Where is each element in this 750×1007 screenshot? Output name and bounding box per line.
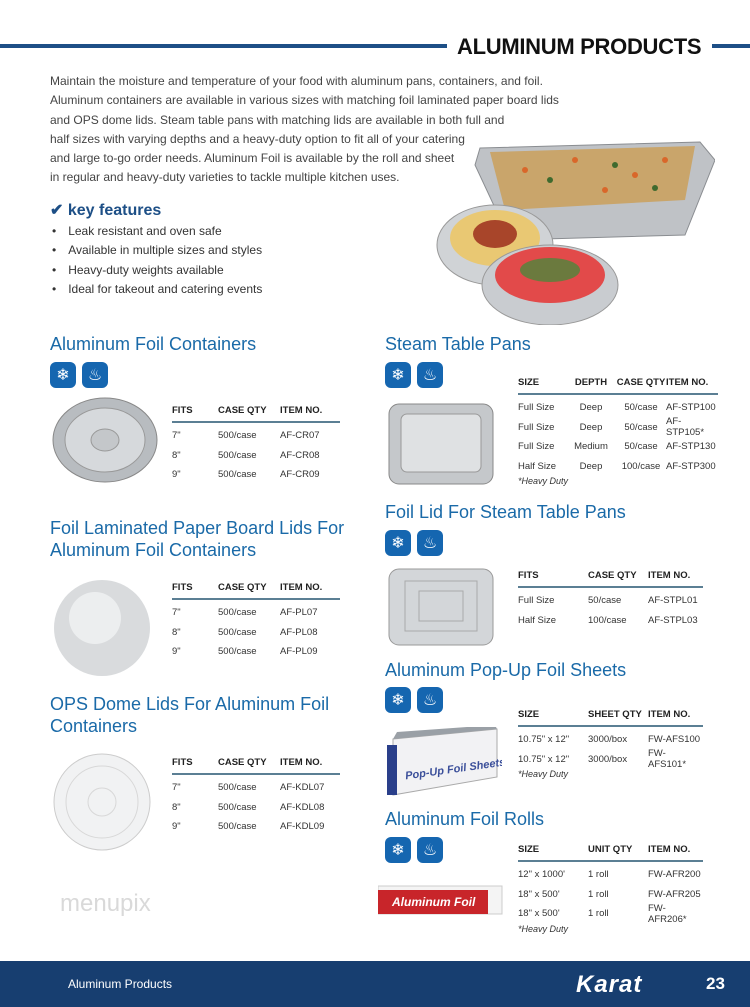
table-header (172, 757, 340, 775)
storage-icons (385, 362, 443, 388)
table-cell: Full Size (518, 402, 555, 414)
table-row (518, 750, 703, 770)
table-cell: 7" (172, 430, 181, 442)
freezer-safe-snowflake-icon: ❄ (385, 362, 411, 388)
table-cell: 9" (172, 646, 181, 658)
table-cell: AF-CR08 (280, 449, 320, 461)
table-cell: FW-AFS101* (648, 748, 687, 771)
feature-item: • Ideal for takeout and catering events (52, 280, 262, 299)
table-row (172, 465, 340, 485)
table-cell: Deep (579, 460, 603, 472)
table-cell: FW-AFR206* (648, 902, 687, 925)
table-row (518, 904, 703, 924)
storage-icons (385, 837, 443, 863)
table-cell: 7" (172, 607, 181, 619)
hero-food-image (375, 130, 715, 325)
table-row (172, 778, 340, 798)
table-cell: 18" x 500' (518, 888, 560, 900)
oven-safe-hot-bowl-icon: ♨ (417, 687, 443, 713)
table-cell: 8" (172, 626, 181, 638)
table-cell: 1 roll (588, 869, 609, 881)
table-cell: 50/case (588, 595, 622, 607)
intro-line: Maintain the moisture and temperature of your food with aluminum pans, containers, and foil. (50, 74, 543, 88)
table-cell: 9" (172, 469, 181, 481)
table-cell: AF-KDL07 (280, 782, 325, 794)
intro-line: half sizes with varying depths and a heavy-duty option to fit all of your catering (50, 131, 465, 146)
column-header: SIZE (518, 709, 540, 720)
table-row (172, 623, 340, 643)
table-cell: FW-AFS100 (648, 734, 701, 746)
product-table (172, 405, 340, 485)
table-cell: Full Size (518, 595, 555, 607)
oven-safe-hot-bowl-icon: ♨ (417, 837, 443, 863)
table-cell: 50/case (624, 402, 658, 414)
table-header (518, 570, 703, 588)
table-cell: Half Size (518, 460, 557, 472)
column-header: FITS (172, 757, 193, 768)
storage-icons (385, 687, 443, 713)
product-table (518, 709, 703, 779)
table-cell: AF-STP130 (666, 441, 716, 453)
column-header: FITS (518, 570, 539, 581)
table-row (172, 817, 340, 837)
product-table (172, 582, 340, 662)
table-row (172, 642, 340, 662)
heavy-duty-note: *Heavy Duty (518, 769, 569, 779)
table-cell: 3000/box (588, 753, 628, 765)
table-cell: 500/case (218, 430, 257, 442)
product-package-label: Pop-Up Foil Sheets (404, 756, 502, 783)
table-cell: FW-AFR205 (648, 888, 701, 900)
table-cell: 9" (172, 821, 181, 833)
product-image (387, 402, 497, 492)
table-cell: AF-KDL09 (280, 821, 325, 833)
key-features-list (52, 222, 262, 299)
column-header: CASE QTY (218, 757, 267, 768)
table-header (172, 405, 340, 423)
product-table (518, 377, 718, 486)
section-title: Foil Laminated Paper Board Lids For Aluminum Foil Containers (50, 518, 345, 560)
column-header: UNIT QTY (588, 844, 633, 855)
section-title: Foil Lid For Steam Table Pans (385, 502, 626, 522)
table-cell: 8" (172, 449, 181, 461)
table-row (518, 457, 718, 477)
table-cell: FW-AFR200 (648, 869, 701, 881)
table-cell: AF-STPL03 (648, 614, 698, 626)
section-title: Aluminum Foil Rolls (385, 809, 545, 829)
column-header: ITEM NO. (648, 844, 691, 855)
product-image (387, 727, 502, 802)
table-cell: AF-CR09 (280, 469, 320, 481)
page-number: 23 (706, 974, 725, 993)
table-cell: 500/case (218, 626, 257, 638)
column-header: ITEM NO. (280, 405, 323, 416)
product-image (50, 578, 160, 683)
table-cell: 3000/box (588, 734, 628, 746)
table-cell: 500/case (218, 646, 257, 658)
table-cell: 500/case (218, 607, 257, 619)
table-cell: Full Size (518, 421, 555, 433)
intro-line: Aluminum containers are available in various sizes with matching foil laminated paper board lids (50, 93, 559, 108)
checkmark-icon: ✔ (50, 202, 64, 219)
freezer-safe-snowflake-icon: ❄ (385, 837, 411, 863)
table-cell: 100/case (588, 614, 627, 626)
column-header: SHEET QTY (588, 709, 642, 720)
table-cell: AF-STP100 (666, 402, 716, 414)
table-cell: 50/case (624, 421, 658, 433)
table-cell: Full Size (518, 441, 555, 453)
freezer-safe-snowflake-icon: ❄ (385, 687, 411, 713)
oven-safe-hot-bowl-icon: ♨ (417, 362, 443, 388)
column-header: SIZE (518, 844, 540, 855)
product-package-label: Aluminum Foil (392, 895, 476, 909)
oven-safe-hot-bowl-icon: ♨ (82, 362, 108, 388)
karat-logo: Karat (576, 971, 643, 998)
key-features-title: key features (67, 202, 162, 219)
table-cell: AF-STP300 (666, 460, 716, 472)
table-cell: AF-STPL01 (648, 595, 698, 607)
feature-item: • Available in multiple sizes and styles (52, 241, 262, 260)
storage-icons (385, 530, 443, 556)
section-title: Aluminum Foil Containers (50, 334, 257, 354)
key-features-heading (50, 200, 161, 220)
intro-line: in regular and heavy-duty varieties to tackle multiple kitchen uses. (50, 170, 400, 185)
intro-line: and OPS dome lids. Steam table pans with matching lids are available in both full and (50, 112, 505, 127)
table-cell: 18" x 500' (518, 908, 560, 920)
table-cell: 10.75" x 12" (518, 734, 570, 746)
heavy-duty-note: *Heavy Duty (518, 923, 569, 934)
column-header: SIZE (518, 377, 540, 388)
table-cell: AF-KDL08 (280, 801, 325, 813)
column-header: CASE QTY (588, 570, 637, 581)
table-cell: 12" x 1000' (518, 869, 565, 881)
column-header: ITEM NO. (280, 757, 323, 768)
table-cell: AF-CR07 (280, 430, 320, 442)
table-row (518, 418, 718, 438)
table-row (518, 398, 718, 418)
table-row (172, 798, 340, 818)
table-cell: 500/case (218, 821, 257, 833)
watermark: menupix (60, 890, 151, 917)
table-cell: 500/case (218, 469, 257, 481)
column-header: FITS (172, 405, 193, 416)
table-row (518, 730, 703, 750)
table-cell: 1 roll (588, 888, 609, 900)
product-image (378, 882, 503, 921)
table-cell: 50/case (624, 441, 658, 453)
product-table (518, 844, 703, 934)
page-title: ALUMINUM PRODUCTS (457, 34, 702, 59)
product-table (518, 570, 703, 630)
table-cell: 500/case (218, 449, 257, 461)
column-header: DEPTH (574, 377, 608, 388)
column-header: ITEM NO. (648, 570, 691, 581)
table-header (518, 844, 703, 862)
header-rule-left (0, 44, 447, 48)
table-cell: Deep (579, 402, 603, 414)
table-row (172, 603, 340, 623)
column-header: CASE QTY (218, 405, 267, 416)
table-cell: AF-PL09 (280, 646, 318, 658)
column-header: FITS (172, 582, 193, 593)
header-rule-right (712, 44, 750, 48)
table-cell: AF-PL07 (280, 607, 318, 619)
table-row (518, 611, 703, 631)
table-header (172, 582, 340, 600)
column-header: CASE QTY (218, 582, 267, 593)
column-header: ITEM NO. (648, 709, 691, 720)
table-header (518, 709, 703, 727)
table-cell: 1 roll (588, 908, 609, 920)
section-title: Steam Table Pans (385, 334, 531, 354)
freezer-safe-snowflake-icon: ❄ (385, 530, 411, 556)
freezer-safe-snowflake-icon: ❄ (50, 362, 76, 388)
heavy-duty-note: *Heavy Duty (518, 476, 569, 486)
table-row (172, 446, 340, 466)
oven-safe-hot-bowl-icon: ♨ (417, 530, 443, 556)
product-image (50, 395, 160, 490)
table-cell: 8" (172, 801, 181, 813)
footer-bar (0, 961, 750, 1007)
table-row (172, 426, 340, 446)
table-cell: Half Size (518, 614, 557, 626)
table-cell: AF-STP105* (666, 416, 705, 439)
table-row (518, 591, 703, 611)
table-row (518, 885, 703, 905)
storage-icons (50, 362, 108, 388)
column-header: CASE QTY (616, 377, 666, 388)
table-cell: 500/case (218, 782, 257, 794)
section-title: Aluminum Pop-Up Foil Sheets (385, 660, 627, 680)
product-table (172, 757, 340, 837)
table-cell: AF-PL08 (280, 626, 318, 638)
feature-item: • Heavy-duty weights available (52, 261, 262, 280)
table-row (518, 437, 718, 457)
table-header (518, 377, 718, 395)
table-cell: 100/case (621, 460, 661, 472)
intro-line: and large to-go order needs. Aluminum Foil is available by the roll and sheet (50, 151, 455, 166)
feature-item: • Leak resistant and oven safe (52, 222, 262, 241)
table-row (518, 865, 703, 885)
product-image (50, 752, 160, 857)
footer-section-label: Aluminum Products (68, 977, 173, 991)
table-cell: 500/case (218, 801, 257, 813)
section-title: OPS Dome Lids For Aluminum Foil Containers (50, 694, 330, 736)
table-cell: Medium (574, 441, 608, 453)
column-header: ITEM NO. (280, 582, 323, 593)
table-cell: 10.75" x 12" (518, 753, 570, 765)
product-image (387, 567, 497, 652)
column-header: ITEM NO. (666, 377, 709, 388)
table-cell: 7" (172, 782, 181, 794)
table-cell: Deep (579, 421, 603, 433)
